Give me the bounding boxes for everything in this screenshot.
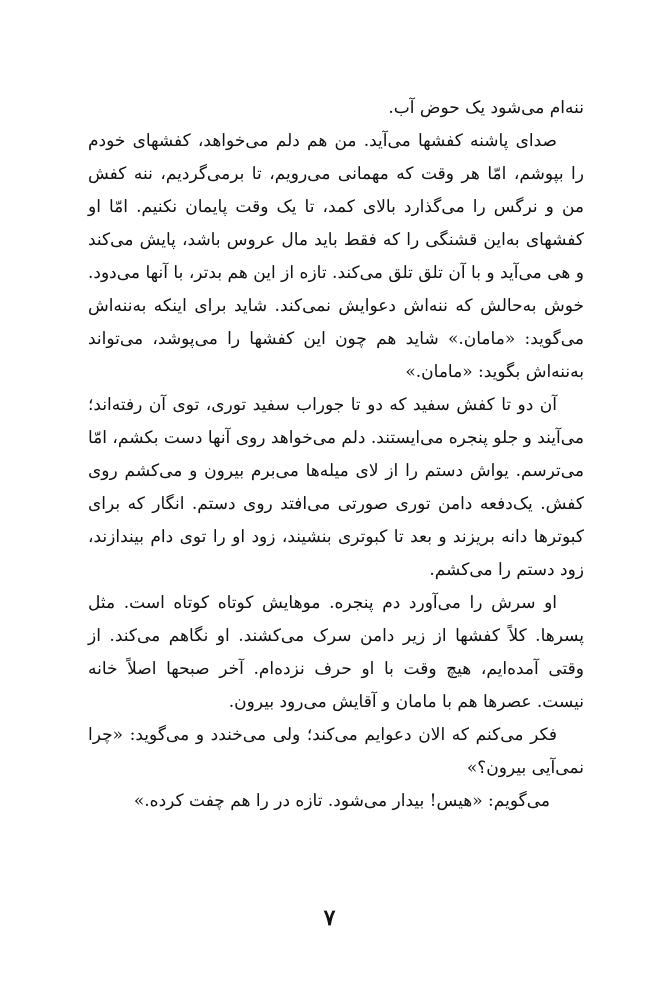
paragraph-2: صدای پاشنه کفشها می‌آید. من هم دلم می‌خواهد، کفشهای خودم را بپوشم، امّا هر وقت که مهمانی می‌رویم، تا برمی‌گردیم، ننه کفش من و نرگس را می‌گذارد بالای کمد، تا یک وقت پایمان نکنیم. امّا او کفشهای به‌این قشنگی را که فقط باید مال عروس باشد، پایش می‌کند و هی می‌آید و با آن تلق تلق می‌کند. تازه از این هم بدتر، با آنها می‌دود. خوش به‌حالش که ننه‌اش دعوایش نمی‌کند. شاید برای اینکه به‌ننه‌اش می‌گوید: «مامان.» شاید هم چون این کفشها را می‌پوشد، می‌تواند به‌ننه‌اش بگوید: «مامان.» [88,131,584,382]
page-number: ۷ [323,905,336,931]
paragraph-4: او سرش را می‌آورد دم پنجره. موهایش کوتاه کوتاه است. مثل پسرها. کلاً کفشها از زیر دامن سرک می‌کشند. او نگاهم می‌کند. از وقتی آمده‌ایم، هیچ وقت با او حرف نزده‌ام. آخر صبحها اصلاً خانه نیست. عصرها هم با مامان و آقایش می‌رود بیرون. [88,593,584,712]
paragraph-1: ننه‌ام می‌شود یک حوض آب. [388,98,584,118]
body-text [88,92,584,818]
paragraph-6: می‌گویم: «هیس! بیدار می‌شود. تازه در را هم چفت کرده.» [133,791,550,811]
paragraph-3: آن دو تا کفش سفید که دو تا جوراب سفید توری، توی آن رفته‌اند؛ می‌آیند و جلو پنجره می‌ایستند. دلم می‌خواهد روی آنها دست بکشم، امّا می‌ترسم. یواش دستم را از لای میله‌ها می‌برم بیرون و می‌کشم روی کفش. یک‌دفعه دامن توری صورتی می‌افتد روی دستم. انگار که برای کبوترها دانه بریزند و بعد تا کبوتری بنشیند، زود او را توی دام بیندازند، زود دستم را می‌کشم. [88,395,584,580]
paragraph-5: فکر می‌کنم که الان دعوایم می‌کند؛ ولی می‌خندد و می‌گوید: «چرا نمی‌آیی بیرون؟» [88,725,584,778]
